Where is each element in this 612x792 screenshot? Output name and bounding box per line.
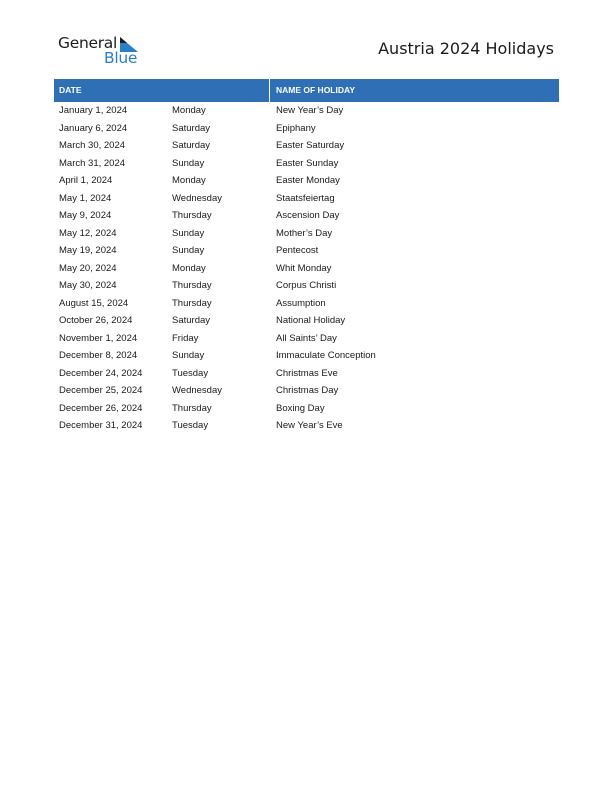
logo-blue-text: Blue bbox=[104, 49, 138, 67]
header-divider bbox=[269, 79, 270, 102]
table-header bbox=[54, 79, 559, 102]
generalblue-logo bbox=[58, 34, 148, 68]
holiday-name: Christmas Eve bbox=[276, 367, 338, 379]
holiday-date: December 31, 2024 bbox=[59, 420, 143, 431]
holiday-weekday: Sunday bbox=[172, 245, 205, 256]
table-row bbox=[54, 382, 559, 400]
holiday-weekday: Wednesday bbox=[172, 192, 222, 204]
holiday-name: Pentecost bbox=[276, 245, 319, 256]
table-row bbox=[54, 330, 559, 348]
holiday-weekday: Tuesday bbox=[172, 420, 209, 431]
holiday-name: Immaculate Conception bbox=[276, 350, 376, 361]
holiday-weekday: Tuesday bbox=[172, 367, 209, 379]
holiday-name: Easter Monday bbox=[276, 175, 340, 186]
holiday-date: January 1, 2024 bbox=[59, 105, 128, 116]
holiday-weekday: Sunday bbox=[172, 350, 205, 361]
holiday-name: Christmas Day bbox=[276, 385, 339, 396]
holiday-weekday: Saturday bbox=[172, 140, 211, 151]
table-row bbox=[54, 207, 559, 225]
table-row bbox=[54, 190, 559, 208]
holiday-date: May 20, 2024 bbox=[59, 262, 117, 274]
table-row bbox=[54, 102, 559, 120]
table-row bbox=[54, 295, 559, 313]
holiday-name: Whit Monday bbox=[276, 262, 332, 274]
page-title: Austria 2024 Holidays bbox=[378, 39, 554, 58]
holiday-weekday: Monday bbox=[172, 175, 206, 186]
holiday-weekday: Monday bbox=[172, 105, 206, 116]
holiday-name: Corpus Christi bbox=[276, 280, 337, 291]
table-row bbox=[54, 277, 559, 295]
holiday-weekday: Wednesday bbox=[172, 385, 222, 396]
holiday-name: Mother’s Day bbox=[276, 227, 333, 239]
holiday-weekday: Saturday bbox=[172, 315, 211, 326]
holiday-name: New Year’s Day bbox=[276, 105, 344, 116]
table-body bbox=[54, 102, 559, 435]
holiday-date: January 6, 2024 bbox=[59, 122, 128, 134]
holiday-name: Boxing Day bbox=[276, 402, 325, 414]
holiday-date: December 26, 2024 bbox=[59, 402, 143, 414]
table-row bbox=[54, 400, 559, 418]
holiday-weekday: Thursday bbox=[172, 402, 212, 414]
holiday-date: December 25, 2024 bbox=[59, 385, 143, 396]
holiday-date: October 26, 2024 bbox=[59, 315, 133, 326]
table-row bbox=[54, 137, 559, 155]
date-column-header: DATE bbox=[59, 85, 82, 95]
table-row bbox=[54, 172, 559, 190]
holiday-weekday: Saturday bbox=[172, 122, 211, 134]
table-row bbox=[54, 155, 559, 173]
holiday-date: May 1, 2024 bbox=[59, 192, 112, 204]
holiday-name: National Holiday bbox=[276, 315, 346, 326]
holiday-date: December 24, 2024 bbox=[59, 367, 143, 379]
holiday-weekday: Friday bbox=[172, 332, 199, 344]
holiday-date: August 15, 2024 bbox=[59, 297, 129, 309]
holiday-date: May 30, 2024 bbox=[59, 280, 117, 291]
holiday-name: Epiphany bbox=[276, 122, 316, 134]
holiday-weekday: Thursday bbox=[172, 280, 212, 291]
holiday-date: May 9, 2024 bbox=[59, 210, 112, 221]
holiday-name: Easter Saturday bbox=[276, 140, 345, 151]
holiday-name: Staatsfeiertag bbox=[276, 192, 335, 204]
table-row bbox=[54, 417, 559, 435]
table-row bbox=[54, 312, 559, 330]
holiday-date: May 12, 2024 bbox=[59, 227, 117, 239]
holiday-date: May 19, 2024 bbox=[59, 245, 117, 256]
logo-general-text: General bbox=[58, 34, 117, 52]
table-row bbox=[54, 242, 559, 260]
holiday-date: December 8, 2024 bbox=[59, 350, 138, 361]
table-row bbox=[54, 365, 559, 383]
table-row bbox=[54, 120, 559, 138]
table-row bbox=[54, 347, 559, 365]
table-row bbox=[54, 225, 559, 243]
holiday-table bbox=[54, 79, 559, 435]
holiday-name-column-header: NAME OF HOLIDAY bbox=[276, 85, 356, 95]
holiday-name: Easter Sunday bbox=[276, 157, 339, 169]
holiday-name: New Year’s Eve bbox=[276, 420, 343, 431]
holiday-date: March 31, 2024 bbox=[59, 157, 126, 169]
holiday-date: April 1, 2024 bbox=[59, 175, 113, 186]
holiday-name: All Saints’ Day bbox=[276, 332, 337, 344]
table-row bbox=[54, 260, 559, 278]
holiday-weekday: Sunday bbox=[172, 157, 205, 169]
holiday-weekday: Thursday bbox=[172, 210, 212, 221]
holiday-weekday: Monday bbox=[172, 262, 206, 274]
holiday-date: March 30, 2024 bbox=[59, 140, 126, 151]
holiday-weekday: Sunday bbox=[172, 227, 205, 239]
holiday-name: Ascension Day bbox=[276, 210, 340, 221]
holiday-name: Assumption bbox=[276, 297, 326, 309]
holiday-weekday: Thursday bbox=[172, 297, 212, 309]
holiday-date: November 1, 2024 bbox=[59, 332, 138, 344]
